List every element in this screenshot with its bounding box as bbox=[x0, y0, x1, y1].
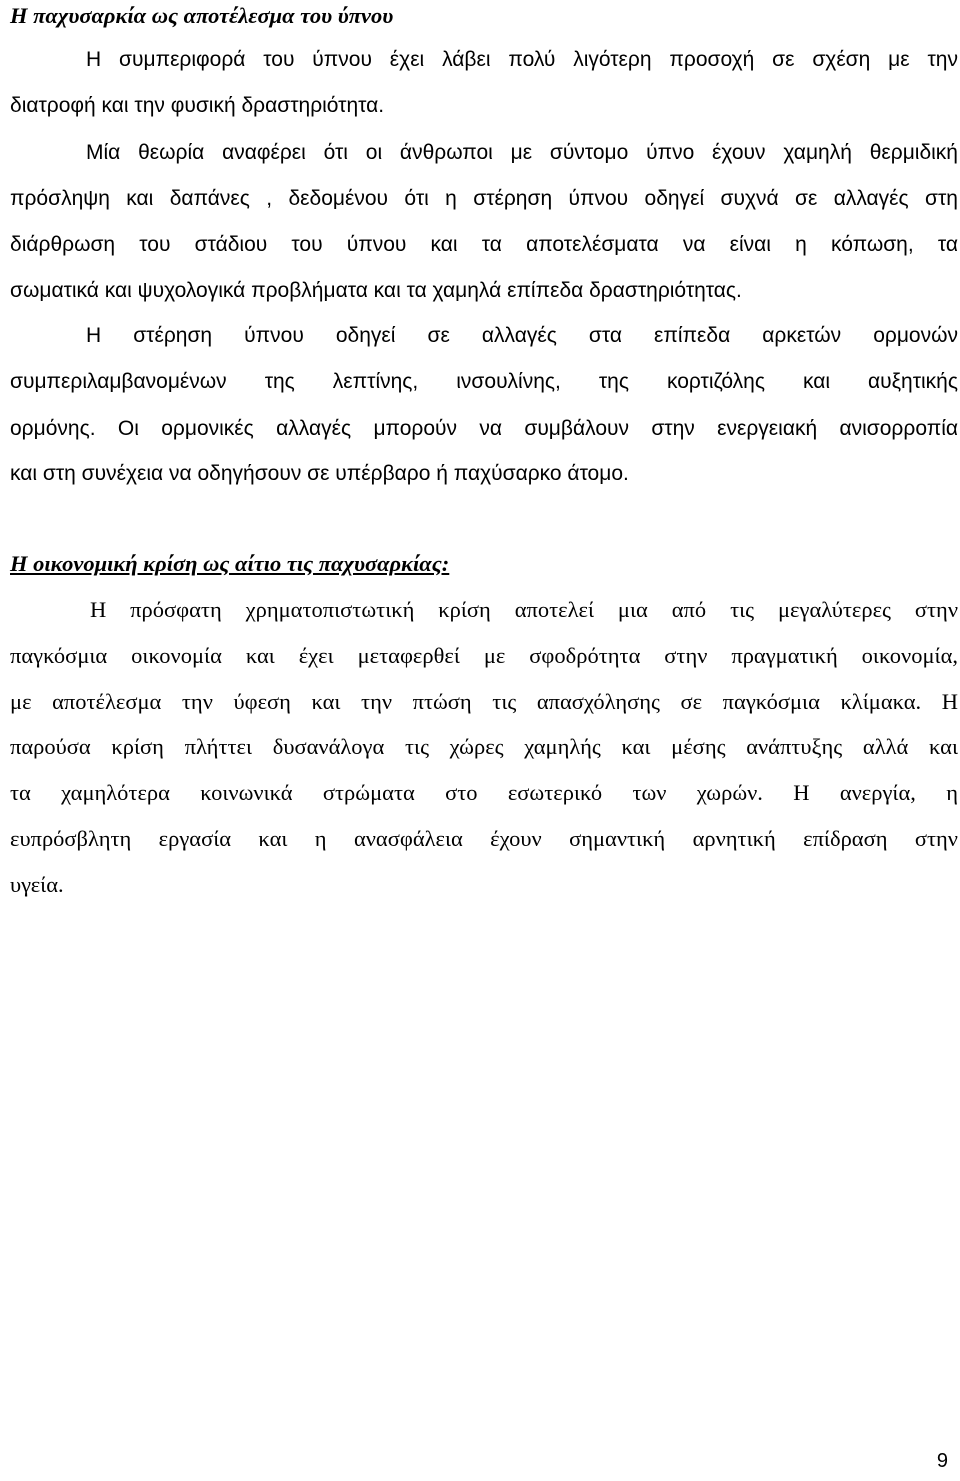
paragraph-line: πρόσληψη και δαπάνες , δεδομένου ότι η στέρηση ύπνου οδηγεί συχνά σε αλλαγές στη bbox=[10, 187, 958, 210]
paragraph-line: και στη συνέχεια να οδηγήσουν σε υπέρβαρο ή παχύσαρκο άτομο. bbox=[10, 462, 629, 485]
paragraph-line: Μία θεωρία αναφέρει ότι οι άνθρωποι με σύντομο ύπνο έχουν χαμηλή θερμιδική bbox=[86, 141, 958, 164]
paragraph-line: παρούσα κρίση πλήττει δυσανάλογα τις χώρες χαμηλής και μέσης ανάπτυξης αλλά και bbox=[10, 734, 958, 759]
paragraph-line: συμπεριλαμβανομένων της λεπτίνης, ινσουλίνης, της κορτιζόλης και αυξητικής bbox=[10, 370, 958, 393]
paragraph-line: Η συμπεριφορά του ύπνου έχει λάβει πολύ λιγότερη προσοχή σε σχέση με την bbox=[86, 48, 958, 71]
paragraph-line: με αποτέλεσμα την ύφεση και την πτώση τις απασχόλησης σε παγκόσμια κλίμακα. Η bbox=[10, 689, 958, 714]
paragraph-line: παγκόσμια οικονομία και έχει μεταφερθεί με σφοδρότητα στην πραγματική οικονομία, bbox=[10, 643, 958, 668]
paragraph-line: υγεία. bbox=[10, 872, 64, 897]
paragraph-line: ευπρόσβλητη εργασία και η ανασφάλεια έχουν σημαντική αρνητική επίδραση στην bbox=[10, 826, 958, 851]
paragraph-line: διάρθρωση του στάδιου του ύπνου και τα αποτελέσματα να είναι η κόπωση, τα bbox=[10, 233, 958, 256]
paragraph-line: τα χαμηλότερα κοινωνικά στρώματα στο εσωτερικό των χωρών. Η ανεργία, η bbox=[10, 780, 958, 805]
page-number: 9 bbox=[936, 1450, 948, 1472]
paragraph-line: Η πρόσφατη χρηματοπιστωτική κρίση αποτελεί μια από τις μεγαλύτερες στην bbox=[90, 597, 958, 622]
paragraph-line: Η στέρηση ύπνου οδηγεί σε αλλαγές στα επίπεδα αρκετών ορμονών bbox=[86, 324, 958, 347]
section-heading-sleep: Η παχυσαρκία ως αποτέλεσμα του ύπνου bbox=[10, 3, 394, 28]
paragraph-line: σωματικά και ψυχολογικά προβλήματα και τα χαμηλά επίπεδα δραστηριότητας. bbox=[10, 279, 742, 302]
paragraph-line: ορμόνης. Οι ορμονικές αλλαγές μπορούν να συμβάλουν στην ενεργειακή ανισορροπία bbox=[10, 417, 958, 440]
section-heading-economic-crisis: Η οικονομική κρίση ως αίτιο τις παχυσαρκίας: bbox=[10, 551, 450, 576]
paragraph-line: διατροφή και την φυσική δραστηριότητα. bbox=[10, 94, 385, 117]
